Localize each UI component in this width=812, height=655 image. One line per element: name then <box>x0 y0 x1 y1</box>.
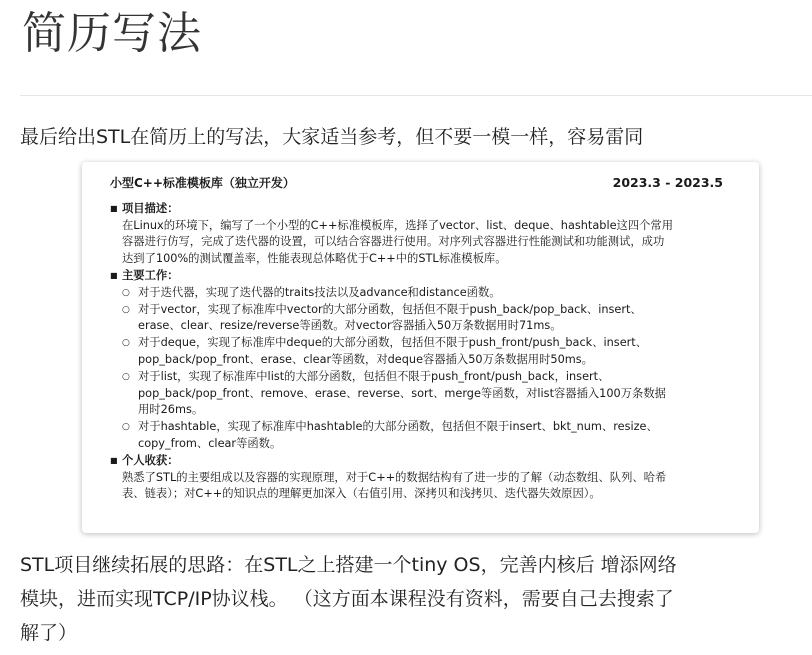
text-line: 用时26ms。 <box>138 403 204 417</box>
text-line: 达到了100%的测试覆盖率，性能表现总体略优于C++中的STL标准模板库。 <box>122 252 507 266</box>
text-line: 容器进行仿写，完成了迭代器的设置，可以结合容器进行使用。对序列式容器进行性能测试和功能测试，成功 <box>122 235 665 249</box>
page-title: 简历写法 <box>22 8 202 59</box>
outro-paragraph <box>20 548 804 650</box>
list-item <box>122 369 731 419</box>
text-line: pop_back/pop_front、remove、erase、reverse、sort、merge等函数，对list容器插入100万条数据 <box>138 386 666 400</box>
resume-image <box>82 162 759 533</box>
section-title: 主要工作： <box>122 268 179 282</box>
section-work <box>110 268 731 285</box>
title-divider <box>20 95 812 96</box>
square-bullet-icon: ■ <box>110 455 118 465</box>
section-gains <box>110 453 731 470</box>
circle-bullet-icon: ○ <box>122 422 130 433</box>
section-title: 个人收获： <box>122 453 179 467</box>
circle-bullet-icon: ○ <box>122 371 130 382</box>
square-bullet-icon: ■ <box>110 270 118 280</box>
text-line: 模块，进而实现TCP/IP协议栈。 （这方面本课程没有资料，需要自己去搜索了 <box>20 588 674 610</box>
description-body <box>122 218 731 268</box>
text-line: 对于list，实现了标准库中list的大部分函数，包括但不限于push_front/push_back，insert、 <box>138 369 610 383</box>
project-name: 小型C++标准模板库（独立开发） <box>110 176 295 190</box>
list-item <box>122 302 731 336</box>
section-title: 项目描述： <box>122 201 179 215</box>
list-item <box>122 419 731 453</box>
text-line: 对于迭代器，实现了迭代器的traits技法以及advance和distance函数。 <box>138 285 501 299</box>
text-line: pop_back/pop_front、erase、clear等函数，对deque容器插入50万条数据用时50ms。 <box>138 352 593 366</box>
text-line: 解了） <box>20 622 78 644</box>
gains-body <box>122 470 731 504</box>
circle-bullet-icon: ○ <box>122 304 130 315</box>
list-item <box>122 335 731 369</box>
text-line: STL项目继续拓展的思路：在STL之上搭建一个tiny OS，完善内核后 增添网络 <box>20 554 677 576</box>
circle-bullet-icon: ○ <box>122 287 130 298</box>
text-line: 对于vector，实现了标准库中vector的大部分函数，包括但不限于push_back/pop_back、insert、 <box>138 302 642 316</box>
intro-paragraph: 最后给出STL在简历上的写法，大家适当参考，但不要一模一样，容易雷同 <box>20 126 644 148</box>
text-line: 对于hashtable，实现了标准库中hashtable的大部分函数，包括但不限于insert、bkt_num、resize、 <box>138 420 658 434</box>
text-line: 熟悉了STL的主要组成以及容器的实现原理，对于C++的数据结构有了进一步的了解（动态数组、队列、哈希 <box>122 470 667 484</box>
text-line: 表、链表）；对C++的知识点的理解更加深入（右值引用、深拷贝和浅拷贝、迭代器失效原因）。 <box>122 487 601 501</box>
resume-header <box>110 175 731 192</box>
text-line: 在Linux的环境下，编写了一个小型的C++标准模板库，选择了vector、list、deque、hashtable这四个常用 <box>122 218 674 232</box>
square-bullet-icon: ■ <box>110 203 118 213</box>
text-line: erase、clear、resize/reverse等函数。对vector容器插入50万条数据用时71ms。 <box>138 319 562 333</box>
list-item <box>122 285 731 302</box>
section-description <box>110 201 731 218</box>
text-line: 对于deque，实现了标准库中deque的大部分函数，包括但不限于push_front/push_back、insert、 <box>138 336 648 350</box>
circle-bullet-icon: ○ <box>122 338 130 349</box>
project-date: 2023.3 - 2023.5 <box>612 175 723 190</box>
work-list <box>110 285 731 453</box>
text-line: copy_from、clear等函数。 <box>138 436 282 450</box>
